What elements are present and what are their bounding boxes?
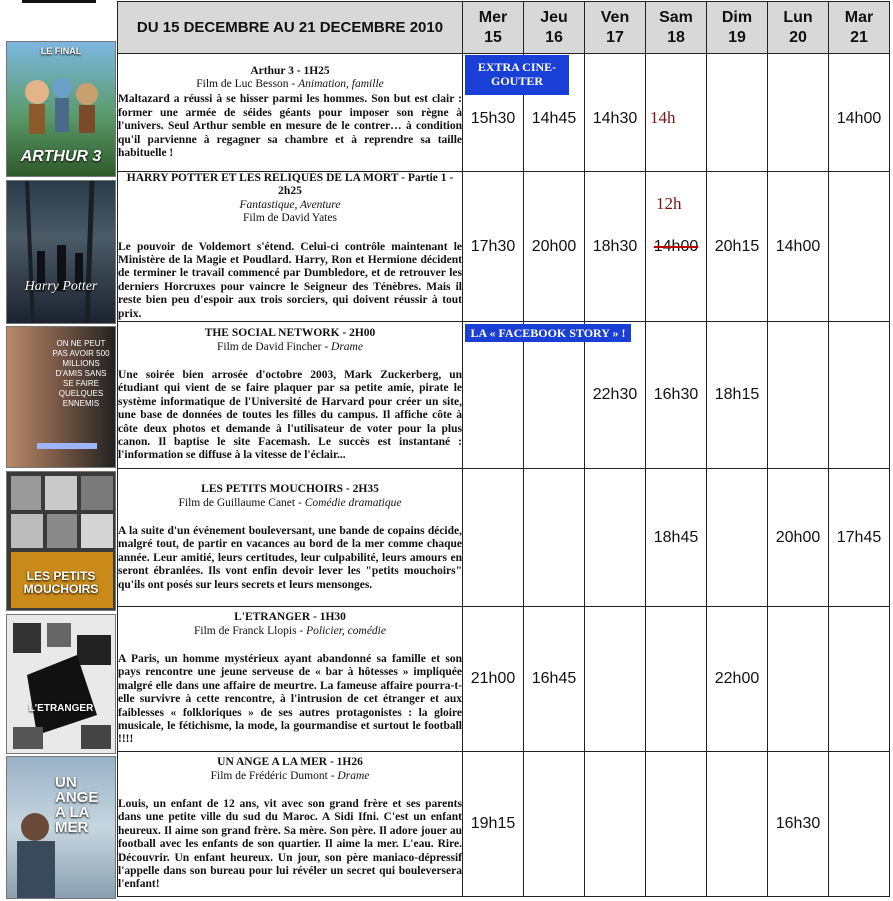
- spacer: [118, 638, 462, 651]
- day-number: 16: [545, 28, 563, 46]
- day-number: 17: [606, 28, 624, 46]
- day-header-mer: [463, 2, 524, 54]
- film-genre: Animation, famille: [298, 77, 384, 90]
- poster-pm-title: LES PETITS MOUCHOIRS: [23, 569, 99, 596]
- showtime-cell[interactable]: [707, 607, 768, 752]
- film-title: THE SOCIAL NETWORK - 2H00: [204, 327, 376, 340]
- showtime-cell[interactable]: [646, 54, 707, 172]
- showtime[interactable]: 14h00: [836, 109, 882, 127]
- day-name: Dim: [721, 8, 753, 26]
- film-director: Film de Frédéric Dumont -: [210, 769, 338, 782]
- day-header-sam: [646, 2, 707, 54]
- day-header-mar: [829, 2, 890, 54]
- film-description: Louis, un enfant de 12 ans, vit avec son grand frère et ses parents dans une petite ville du sud du Maroc. A Sidi Ifni. C'est un enfant heureux. Il aime son grand frère. Sa mère. Son père. Il adore jouer au football avec les enfants de son quartier. Il aime la mer. L'eau. Rire. Découvrir. Un enfant heureux. Un jour, son père maniaco-dépressif l'appelle dans son bureau pour lui révéler un secret qui bouleversera l'enfant!: [118, 798, 462, 891]
- showtime-cell[interactable]: [524, 469, 585, 607]
- showtime-cell[interactable]: [524, 752, 585, 897]
- showtime-cell[interactable]: [463, 469, 524, 607]
- showtime-cell[interactable]: [768, 752, 829, 897]
- film-genre: Comédie dramatique: [304, 496, 402, 509]
- film-director: Film de Luc Besson -: [196, 77, 299, 90]
- poster-arthur-title: ARTHUR 3: [20, 148, 102, 165]
- showtime-cell[interactable]: [646, 752, 707, 897]
- showtime-cell[interactable]: [829, 752, 890, 897]
- poster-l-etranger[interactable]: [6, 614, 116, 754]
- film-genre: Policier, comédie: [306, 624, 386, 637]
- showtime-cell[interactable]: [646, 172, 707, 322]
- film-title: L'ETRANGER - 1H30: [234, 611, 346, 624]
- facebook-story-badge: LA « FACEBOOK STORY » !: [465, 324, 631, 342]
- film-genre: Drame: [337, 769, 370, 782]
- spacer: [118, 510, 462, 523]
- film-genre: Fantastique, Aventure: [239, 198, 341, 211]
- poster-hp-trees-icon: [7, 181, 116, 324]
- showtime[interactable]: 16h30: [775, 815, 821, 833]
- showtime-cell[interactable]: [829, 322, 890, 469]
- day-header-jeu: [524, 2, 585, 54]
- poster-sn-logo: [37, 443, 97, 449]
- showtime-cell[interactable]: [768, 172, 829, 322]
- showtime[interactable]: 22h00: [714, 670, 760, 688]
- film-director: Film de Franck Llopis -: [194, 624, 307, 637]
- showtime-cell[interactable]: [463, 172, 524, 322]
- handwritten-showtime: 12h: [656, 194, 682, 213]
- film-director: Film de David Fincher -: [217, 340, 332, 353]
- poster-arthur-top: LE FINAL: [40, 46, 82, 56]
- showtime-cell[interactable]: [524, 322, 585, 469]
- showtime-cell[interactable]: [707, 172, 768, 322]
- film-info: [118, 172, 463, 322]
- showtime[interactable]: 22h30: [592, 386, 638, 404]
- film-row-social-network: [118, 322, 890, 469]
- film-row-ange-a-la-mer: [118, 752, 890, 897]
- film-credit: [118, 625, 462, 638]
- top-bar-decoration: [22, 0, 96, 3]
- poster-et-collage-icon: [7, 615, 116, 754]
- showtime-cell[interactable]: [829, 469, 890, 607]
- showtime[interactable]: 14h45: [531, 109, 577, 127]
- film-info: [118, 752, 463, 897]
- showtime-cell[interactable]: [768, 607, 829, 752]
- poster-ange-title: UN ANGE A LA MER: [55, 774, 99, 836]
- showtime-cell[interactable]: [463, 752, 524, 897]
- film-row-petits-mouchoirs: [118, 469, 890, 607]
- film-credit: [118, 497, 462, 510]
- showtime-cell[interactable]: [707, 469, 768, 607]
- poster-et-title: L'ETRANGER: [28, 703, 94, 714]
- day-header-dim: [707, 2, 768, 54]
- film-director: Film de Guillaume Canet -: [178, 496, 305, 509]
- film-credit: [118, 78, 462, 91]
- spacer: [118, 354, 462, 367]
- showtime-cell[interactable]: [585, 322, 646, 469]
- day-name: Lun: [783, 8, 813, 26]
- showtime-cell[interactable]: [829, 172, 890, 322]
- extra-cine-gouter-badge: EXTRA CINE-GOUTER: [465, 55, 569, 95]
- showtime[interactable]: 17h45: [836, 528, 882, 546]
- showtime[interactable]: 17h30: [470, 237, 516, 255]
- showtime-cell[interactable]: [524, 172, 585, 322]
- film-info: [118, 54, 463, 172]
- film-description: Maltazard a réussi à se hisser parmi les hommes. Son but est clair : former une armée de séides géants pour imposer son règne à l'univers. Seul Arthur semble en mesure de le contrer… à condition qu'il parvienne à regagner sa chambre et à reprendre sa taille habituelle !: [118, 93, 462, 160]
- showtime[interactable]: 18h30: [592, 237, 638, 255]
- day-name: Sam: [659, 8, 693, 26]
- showtime-cell[interactable]: [585, 54, 646, 172]
- showtime-cell[interactable]: [829, 607, 890, 752]
- film-title: HARRY POTTER ET LES RELIQUES DE LA MORT - Partie 1 - 2h25: [126, 172, 454, 198]
- showtime-cell[interactable]: [585, 752, 646, 897]
- poster-arthur[interactable]: [6, 41, 116, 177]
- week-range: DU 15 DECEMBRE AU 21 DECEMBRE 2010: [118, 2, 463, 54]
- day-name: Mer: [478, 8, 508, 26]
- film-credit: [118, 341, 462, 354]
- film-row-arthur: [118, 54, 890, 172]
- showtime-cell[interactable]: [707, 322, 768, 469]
- day-number: 20: [789, 28, 807, 46]
- poster-petits-mouchoirs[interactable]: [6, 471, 116, 611]
- showtime[interactable]: 16h45: [531, 670, 577, 688]
- day-number: 18: [667, 28, 685, 46]
- showtime-cell[interactable]: [768, 322, 829, 469]
- cancelled-showtime[interactable]: 14h00: [653, 237, 699, 255]
- showtime-cell[interactable]: [829, 54, 890, 172]
- film-title: UN ANGE A LA MER - 1H26: [217, 756, 363, 769]
- showtime-cell[interactable]: [646, 322, 707, 469]
- showtime[interactable]: 19h15: [470, 815, 516, 833]
- handwritten-showtime: 14h: [650, 108, 676, 127]
- showtime-cell[interactable]: [646, 607, 707, 752]
- showtime-cell[interactable]: [524, 607, 585, 752]
- showtime[interactable]: 14h00: [775, 237, 821, 255]
- poster-harry-potter[interactable]: [6, 180, 116, 324]
- film-description: A la suite d'un événement bouleversant, une bande de copains décide, malgré tout, de partir en vacances au bord de la mer comme chaque année. Leur amitié, leurs certitudes, leur culpabilité, leurs amours en seront ébranlées. Ils vont enfin devoir lever les "petits mouchoirs" qu'ils ont posés sur leurs secrets et leurs mensonges.: [118, 524, 462, 591]
- day-name: Mar: [844, 8, 874, 26]
- film-info: [118, 469, 463, 607]
- film-credit: [118, 770, 462, 783]
- day-name: Ven: [600, 8, 630, 26]
- day-header-ven: [585, 2, 646, 54]
- film-info: [118, 322, 463, 469]
- film-info: [118, 607, 463, 752]
- showtime-cell[interactable]: [585, 469, 646, 607]
- poster-hp-title: Harry Potter: [24, 279, 98, 294]
- showtime[interactable]: 18h45: [653, 528, 699, 546]
- showtime[interactable]: 15h30: [470, 109, 516, 127]
- film-genre-line: [118, 199, 462, 212]
- poster-social-network[interactable]: [6, 326, 116, 468]
- film-row-harry-potter: [118, 172, 890, 322]
- showtime[interactable]: 18h15: [714, 386, 760, 404]
- showtime-cell[interactable]: [707, 752, 768, 897]
- day-name: Jeu: [540, 8, 568, 26]
- film-description: Le pouvoir de Voldemort s'étend. Celui-ci contrôle maintenant le Ministère de la Magie et Poudlard. Harry, Ron et Hermione décident de terminer le travail commencé par Dumbledore, et de retrouver les derniers Horcruxes pour vaincre le Seigneur des Ténèbres. Mais il reste bien peu d'espoir aux trois sorciers, qui doivent réussir à tout prix.: [118, 240, 462, 320]
- spacer: [118, 226, 462, 239]
- showtime-cell[interactable]: [585, 607, 646, 752]
- showtime-cell[interactable]: [707, 54, 768, 172]
- showtime[interactable]: 20h15: [714, 237, 760, 255]
- header-row: [118, 2, 890, 54]
- film-title: Arthur 3 - 1H25: [250, 64, 330, 77]
- showtime-cell[interactable]: [768, 54, 829, 172]
- showtime[interactable]: 14h30: [592, 109, 638, 127]
- showtime-cell[interactable]: [463, 607, 524, 752]
- day-header-lun: [768, 2, 829, 54]
- showtime[interactable]: 21h00: [470, 670, 516, 688]
- poster-ange-a-la-mer[interactable]: [6, 756, 116, 899]
- showtime-cell[interactable]: [768, 469, 829, 607]
- spacer: [118, 783, 462, 796]
- day-number: 19: [728, 28, 746, 46]
- film-description: A Paris, un homme mystérieux ayant abandonné sa famille et son pays rencontre une jeune serveuse de « bar à hôtesses » impliquée malgré elle dans une affaire de meurtre. La fameuse affaire pourra-t-elle survivre à cette rencontre, à l'intrusion de cet étranger et aux faiblesses « folkloriques » de ses autres protagonistes : la gloire musicale, le fétichisme, la mode, la gourmandise et surtout le football !!!!: [118, 653, 462, 746]
- showtime[interactable]: 20h00: [775, 528, 821, 546]
- showtime[interactable]: 16h30: [653, 386, 699, 404]
- film-credit: Film de David Yates: [243, 212, 337, 225]
- film-row-l-etranger: [118, 607, 890, 752]
- film-genre: Drame: [331, 340, 363, 353]
- poster-sn-tagline: ON NE PEUT PAS AVOIR 500 MILLIONS D'AMIS SANS SE FAIRE QUELQUES ENNEMIS: [52, 339, 110, 408]
- day-number: 15: [484, 28, 502, 46]
- day-number: 21: [850, 28, 868, 46]
- poster-arthur-figures-icon: [7, 62, 116, 142]
- schedule-table: [117, 1, 890, 897]
- showtime-cell[interactable]: [646, 469, 707, 607]
- film-title: LES PETITS MOUCHOIRS - 2H35: [201, 483, 379, 496]
- film-description: Une soirée bien arrosée d'octobre 2003, Mark Zuckerberg, un étudiant qui vient de se faire plaquer par sa petite amie, pirate le système informatique de l'Université de Harvard pour créer un site, une base de données de toutes les filles du campus. Il affiche côte à côte deux photos et demande à l'utilisateur de voter pour la plus canon. Il baptise le site Facemash. Le succès est instantané : l'information se diffuse à la vitesse de l'éclair...: [118, 369, 462, 462]
- showtime-cell[interactable]: [585, 172, 646, 322]
- showtime[interactable]: 20h00: [531, 237, 577, 255]
